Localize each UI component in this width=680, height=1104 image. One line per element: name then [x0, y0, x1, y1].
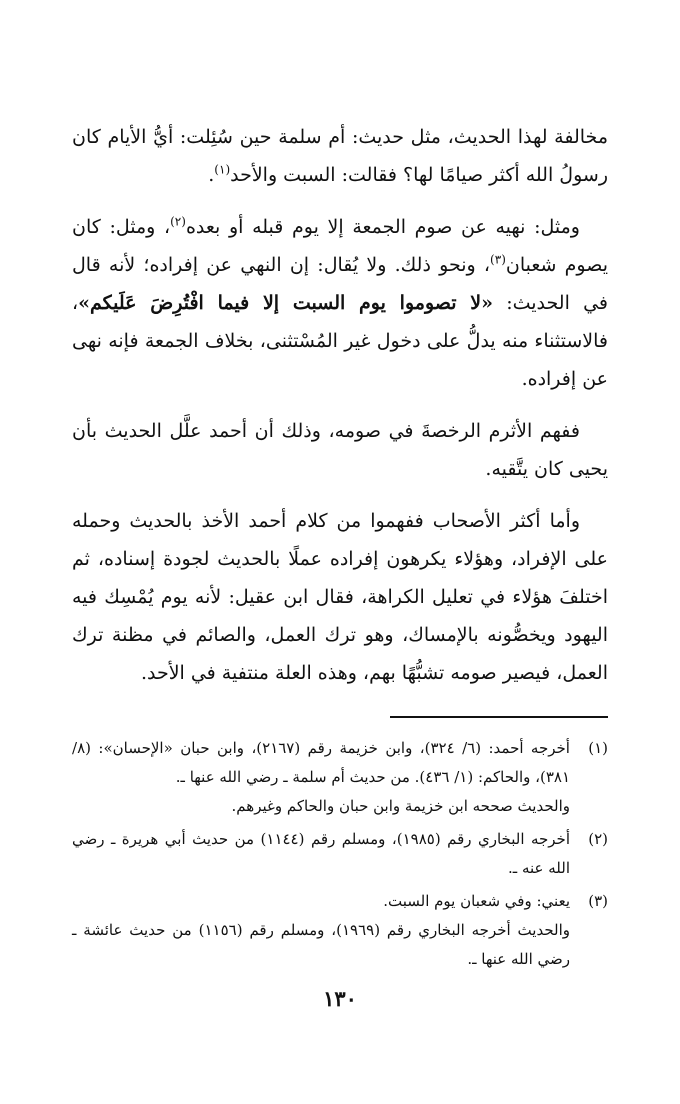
footnotes [72, 734, 608, 978]
footnote-reference: (٣) [490, 252, 506, 267]
paragraph-text: . [208, 164, 215, 186]
footnote-reference: (٢) [170, 214, 186, 229]
paragraph-text: ففهم الأثرم الرخصةَ في صومه، وذلك أن أحمد علَّل الحديث بأن يحيى كان يتَّقيه. [72, 420, 608, 480]
paragraph-text: ، ونحو ذلك. ولا يُقال: إن النهي عن إفراده؛ لأنه قال في الحديث: [72, 254, 608, 314]
paragraph-text: وأما أكثر الأصحاب ففهموا من كلام أحمد الأخذ بالحديث وحمله على الإفراد، وهؤلاء يكرهون إفراده عملًا بالحديث لجودة إسناده، ثم اختلفَ هؤلاء في تعليل الكراهة، فقال ابن عقيل: لأنه يوم يُمْسِك فيه اليهود ويخصُّونه بالإمساك، وهو ترك العمل، والصائم في مظنة ترك العمل، فيصير صومه تشبُّهًا بهم، وهذه العلة منتفية في الأحد. [72, 510, 608, 684]
footnote-number: (٣) [588, 892, 608, 910]
footnote-reference: (١) [214, 162, 231, 177]
footnote-number: (٢) [588, 830, 608, 848]
paragraph [72, 502, 608, 692]
footnote-line: يعني: وفي شعبان يوم السبت. [383, 892, 570, 910]
quoted-hadith: «لا تصوموا يوم السبت إلا فيما افْتُرِضَ عَلَيكم» [78, 292, 494, 314]
footnote-body [72, 887, 570, 974]
paragraph [72, 412, 608, 488]
footnote-line: أخرجه أحمد: (٦/ ٣٢٤)، وابن خزيمة رقم (٢١٦٧)، وابن حبان «الإحسان»: (٨/ ٣٨١)، والحاكم: (١/ ٤٣٦). من حديث أم سلمة ـ رضي الله عنها ـ. [72, 739, 570, 786]
main-text [72, 118, 608, 706]
paragraph-text: ، ومثل: كان يصوم شعبان [72, 216, 608, 276]
footnote [72, 734, 608, 821]
footnote-body [72, 734, 570, 821]
paragraph [72, 118, 608, 194]
page-number: ١٣٠ [323, 986, 357, 1011]
footnote [72, 887, 608, 974]
footnote [72, 825, 608, 883]
footnote-body [72, 825, 570, 883]
footnote-separator [390, 716, 608, 718]
footnote-line: والحديث صححه ابن خزيمة وابن حبان والحاكم وغيرهم. [231, 797, 570, 815]
paragraph-text: ومثل: نهيه عن صوم الجمعة إلا يوم قبله أو بعده [185, 216, 580, 238]
paragraph-text: مخالفة لهذا الحديث، مثل حديث: أم سلمة حين سُئِلت: أيُّ الأيام كان رسولُ الله أكثر صيامًا لها؟ فقالت: السبت والأحد [72, 126, 608, 186]
footnote-line: أخرجه البخاري رقم (١٩٨٥)، ومسلم رقم (١١٤٤) من حديث أبي هريرة ـ رضي الله عنه ـ. [72, 830, 570, 877]
footnote-number: (١) [588, 739, 608, 757]
paragraph-text: ، فالاستثناء منه يدلُّ على دخول غير المُسْتثنى، بخلاف الجمعة فإنه نهى عن إفراده. [72, 292, 608, 390]
footnote-line: والحديث أخرجه البخاري رقم (١٩٦٩)، ومسلم رقم (١١٥٦) من حديث عائشة ـ رضي الله عنها ـ. [72, 921, 570, 968]
paragraph [72, 208, 608, 398]
